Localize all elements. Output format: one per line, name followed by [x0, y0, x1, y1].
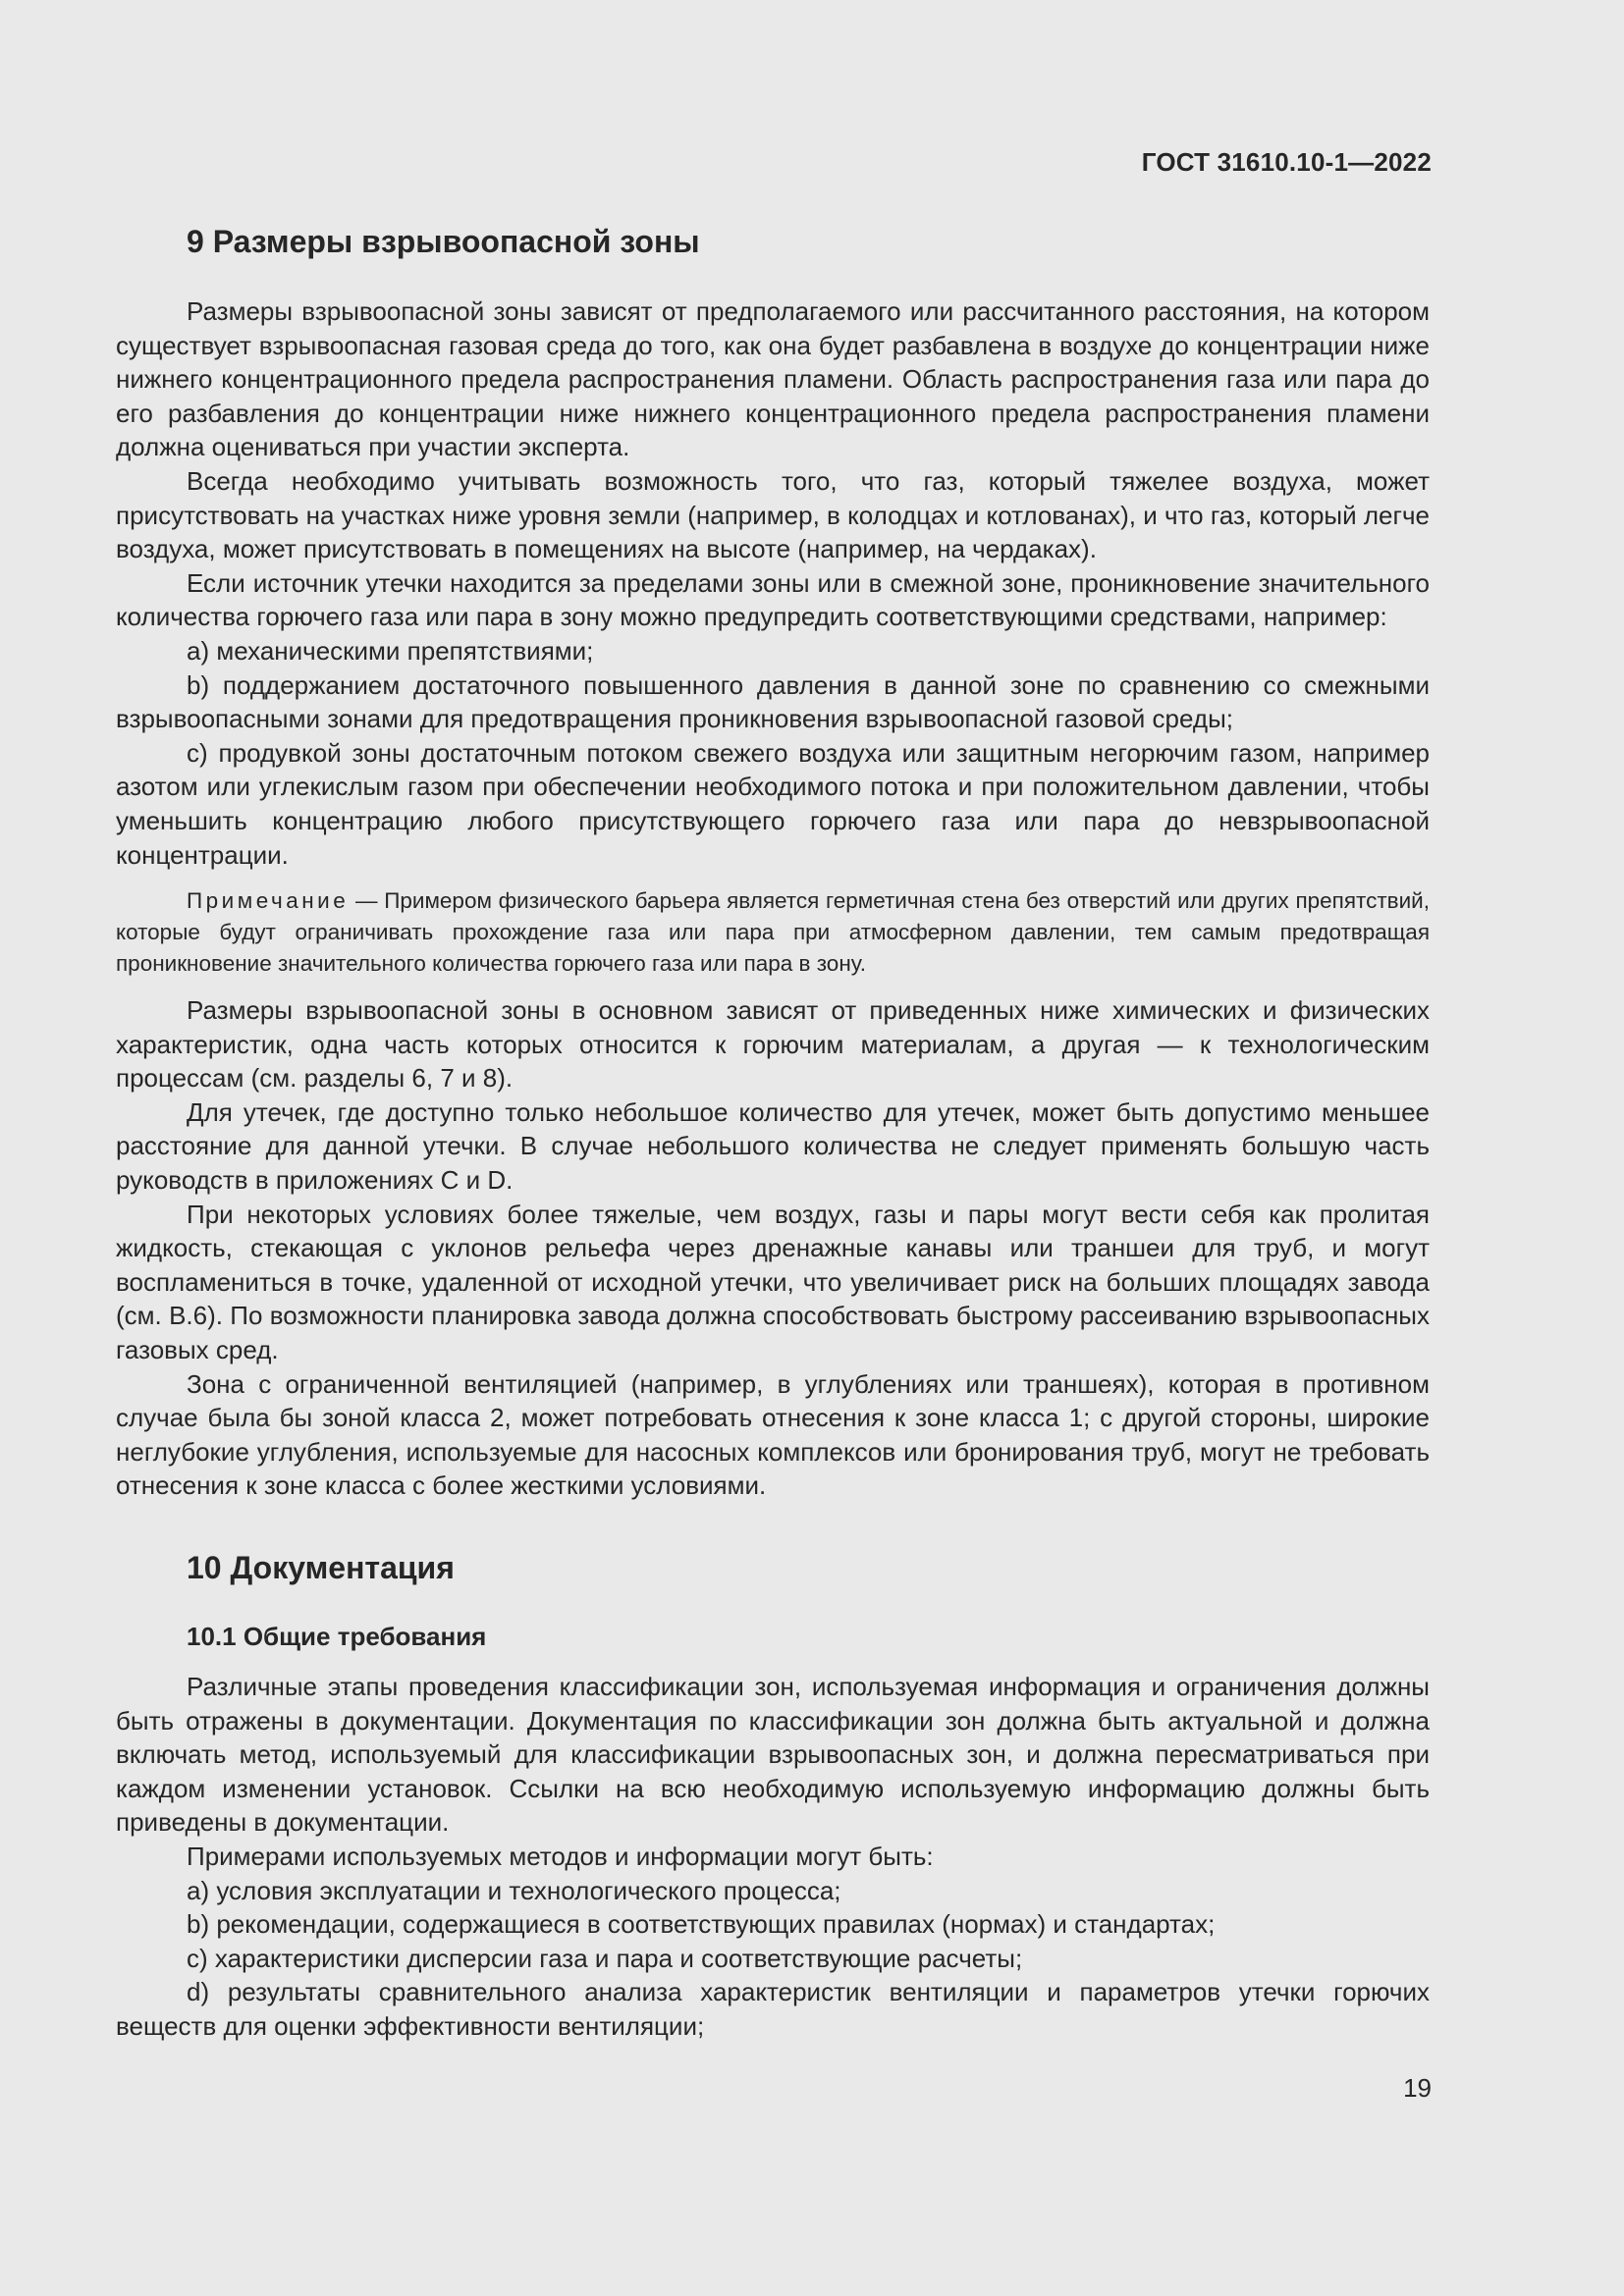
section-9-paragraph-2: Всегда необходимо учитывать возможность того, что газ, который тяжелее воздуха, может присутствовать на участках ниже уровня земли (например, в колодцах и котлованах), и что газ, который легче воздуха, может присутствовать в помещениях на высоте (например, на чердаках).: [116, 465, 1430, 564]
section-10-list-item-b: b) рекомендации, содержащиеся в соответствующих правилах (нормах) и стандартах;: [187, 1909, 1216, 1940]
section-10-title: 10 Документация: [187, 1550, 455, 1585]
section-10-list-item-a: a) условия эксплуатации и технологического процесса;: [187, 1875, 841, 1905]
section-9-paragraph-4: Размеры взрывоопасной зоны в основном зависят от приведенных ниже химических и физических характеристик, одна часть которых относится к горючим материалам, а другая — к технологическим процессам (см. разделы 6, 7 и 8).: [116, 995, 1430, 1094]
section-9-paragraph-7: Зона с ограниченной вентиляцией (например, в углублениях или траншеях), которая в противном случае была бы зоной класса 2, может потребовать отнесения к зоне класса 1; с другой стороны, широкие неглубокие углубления, используемые для насосных комплексов или бронирования труб, могут не требовать отнесения к зоне класса с более жесткими условиями.: [116, 1368, 1430, 1501]
note-text: — Примером физического барьера является герметичная стена без отверстий или других препятствий, которые будут ограничивать прохождение газа или пара при атмосферном давлении, тем самым предотвращая проникновение значительного количества горючего газа или пара в зону.: [116, 888, 1430, 977]
section-9-list-item-b: b) поддержанием достаточного повышенного давления в данной зоне по сравнению со смежными взрывоопасными зонами для предотвращения проникновения взрывоопасной газовой среды;: [116, 669, 1430, 734]
note-label: Примечание: [187, 888, 350, 914]
section-9-paragraph-3: Если источник утечки находится за пределами зоны или в смежной зоне, проникновение значительного количества горючего газа или пара в зону можно предупредить соответствующими средствами, например:: [116, 567, 1430, 632]
page-content: [116, 220, 1430, 2044]
section-10-list-item-c: c) характеристики дисперсии газа и пара и соответствующие расчеты;: [187, 1943, 1023, 1973]
subsection-10-1-title: 10.1 Общие требования: [187, 1622, 487, 1651]
section-9-paragraph-5: Для утечек, где доступно только небольшое количество для утечек, может быть допустимо меньшее расстояние для данной утечки. В случае небольшого количества не следует применять большую часть руководств в приложениях С и D.: [116, 1096, 1430, 1196]
section-10-list-item-d: d) результаты сравнительного анализа характеристик вентиляции и параметров утечки горючих веществ для оценки эффективности вентиляции;: [116, 1977, 1430, 2041]
section-10-paragraph-2: Примерами используемых методов и информации могут быть:: [187, 1841, 934, 1871]
section-9-list-item-a: a) механическими препятствиями;: [187, 635, 594, 666]
section-9-paragraph-1: Размеры взрывоопасной зоны зависят от предполагаемого или рассчитанного расстояния, на котором существует взрывоопасная газовая среда до того, как она будет разбавлена в воздухе до концентрации ниже нижнего концентрационного предела распространения пламени. Область распространения газа или пара до его разбавления до концентрации ниже нижнего концентрационного предела распространения пламени должна оцениваться при участии эксперта.: [116, 296, 1430, 462]
section-9-note: [116, 885, 1430, 980]
section-9-title: 9 Размеры взрывоопасной зоны: [187, 224, 700, 259]
section-9-list-item-c: c) продувкой зоны достаточным потоком свежего воздуха или защитным негорючим газом, например азотом или углекислым газом при обеспечении необходимого потока и при положительном давлении, чтобы уменьшить концентрацию любого присутствующего горючего газа или пара до невзрывоопасной концентрации.: [116, 737, 1430, 870]
page-number: 19: [1403, 2073, 1432, 2103]
section-9-paragraph-6: При некоторых условиях более тяжелые, чем воздух, газы и пары могут вести себя как пролитая жидкость, стекающая с уклонов рельефа через дренажные канавы или траншеи для труб, и могут воспламениться в точке, удаленной от исходной утечки, что увеличивает риск на больших площадях завода (см. В.6). По возможности планировка завода должна способствовать быстрому рассеиванию взрывоопасных газовых сред.: [116, 1199, 1430, 1365]
document-code-header: ГОСТ 31610.10-1—2022: [1141, 147, 1432, 177]
section-10-paragraph-1: Различные этапы проведения классификации зон, используемая информация и ограничения должны быть отражены в документации. Документация по классификации зон должна быть актуальной и должна включать метод, используемый для классификации взрывоопасных зон, и должна пересматриваться при каждом изменении установок. Ссылки на всю необходимую используемую информацию должны быть приведены в документации.: [116, 1672, 1430, 1838]
